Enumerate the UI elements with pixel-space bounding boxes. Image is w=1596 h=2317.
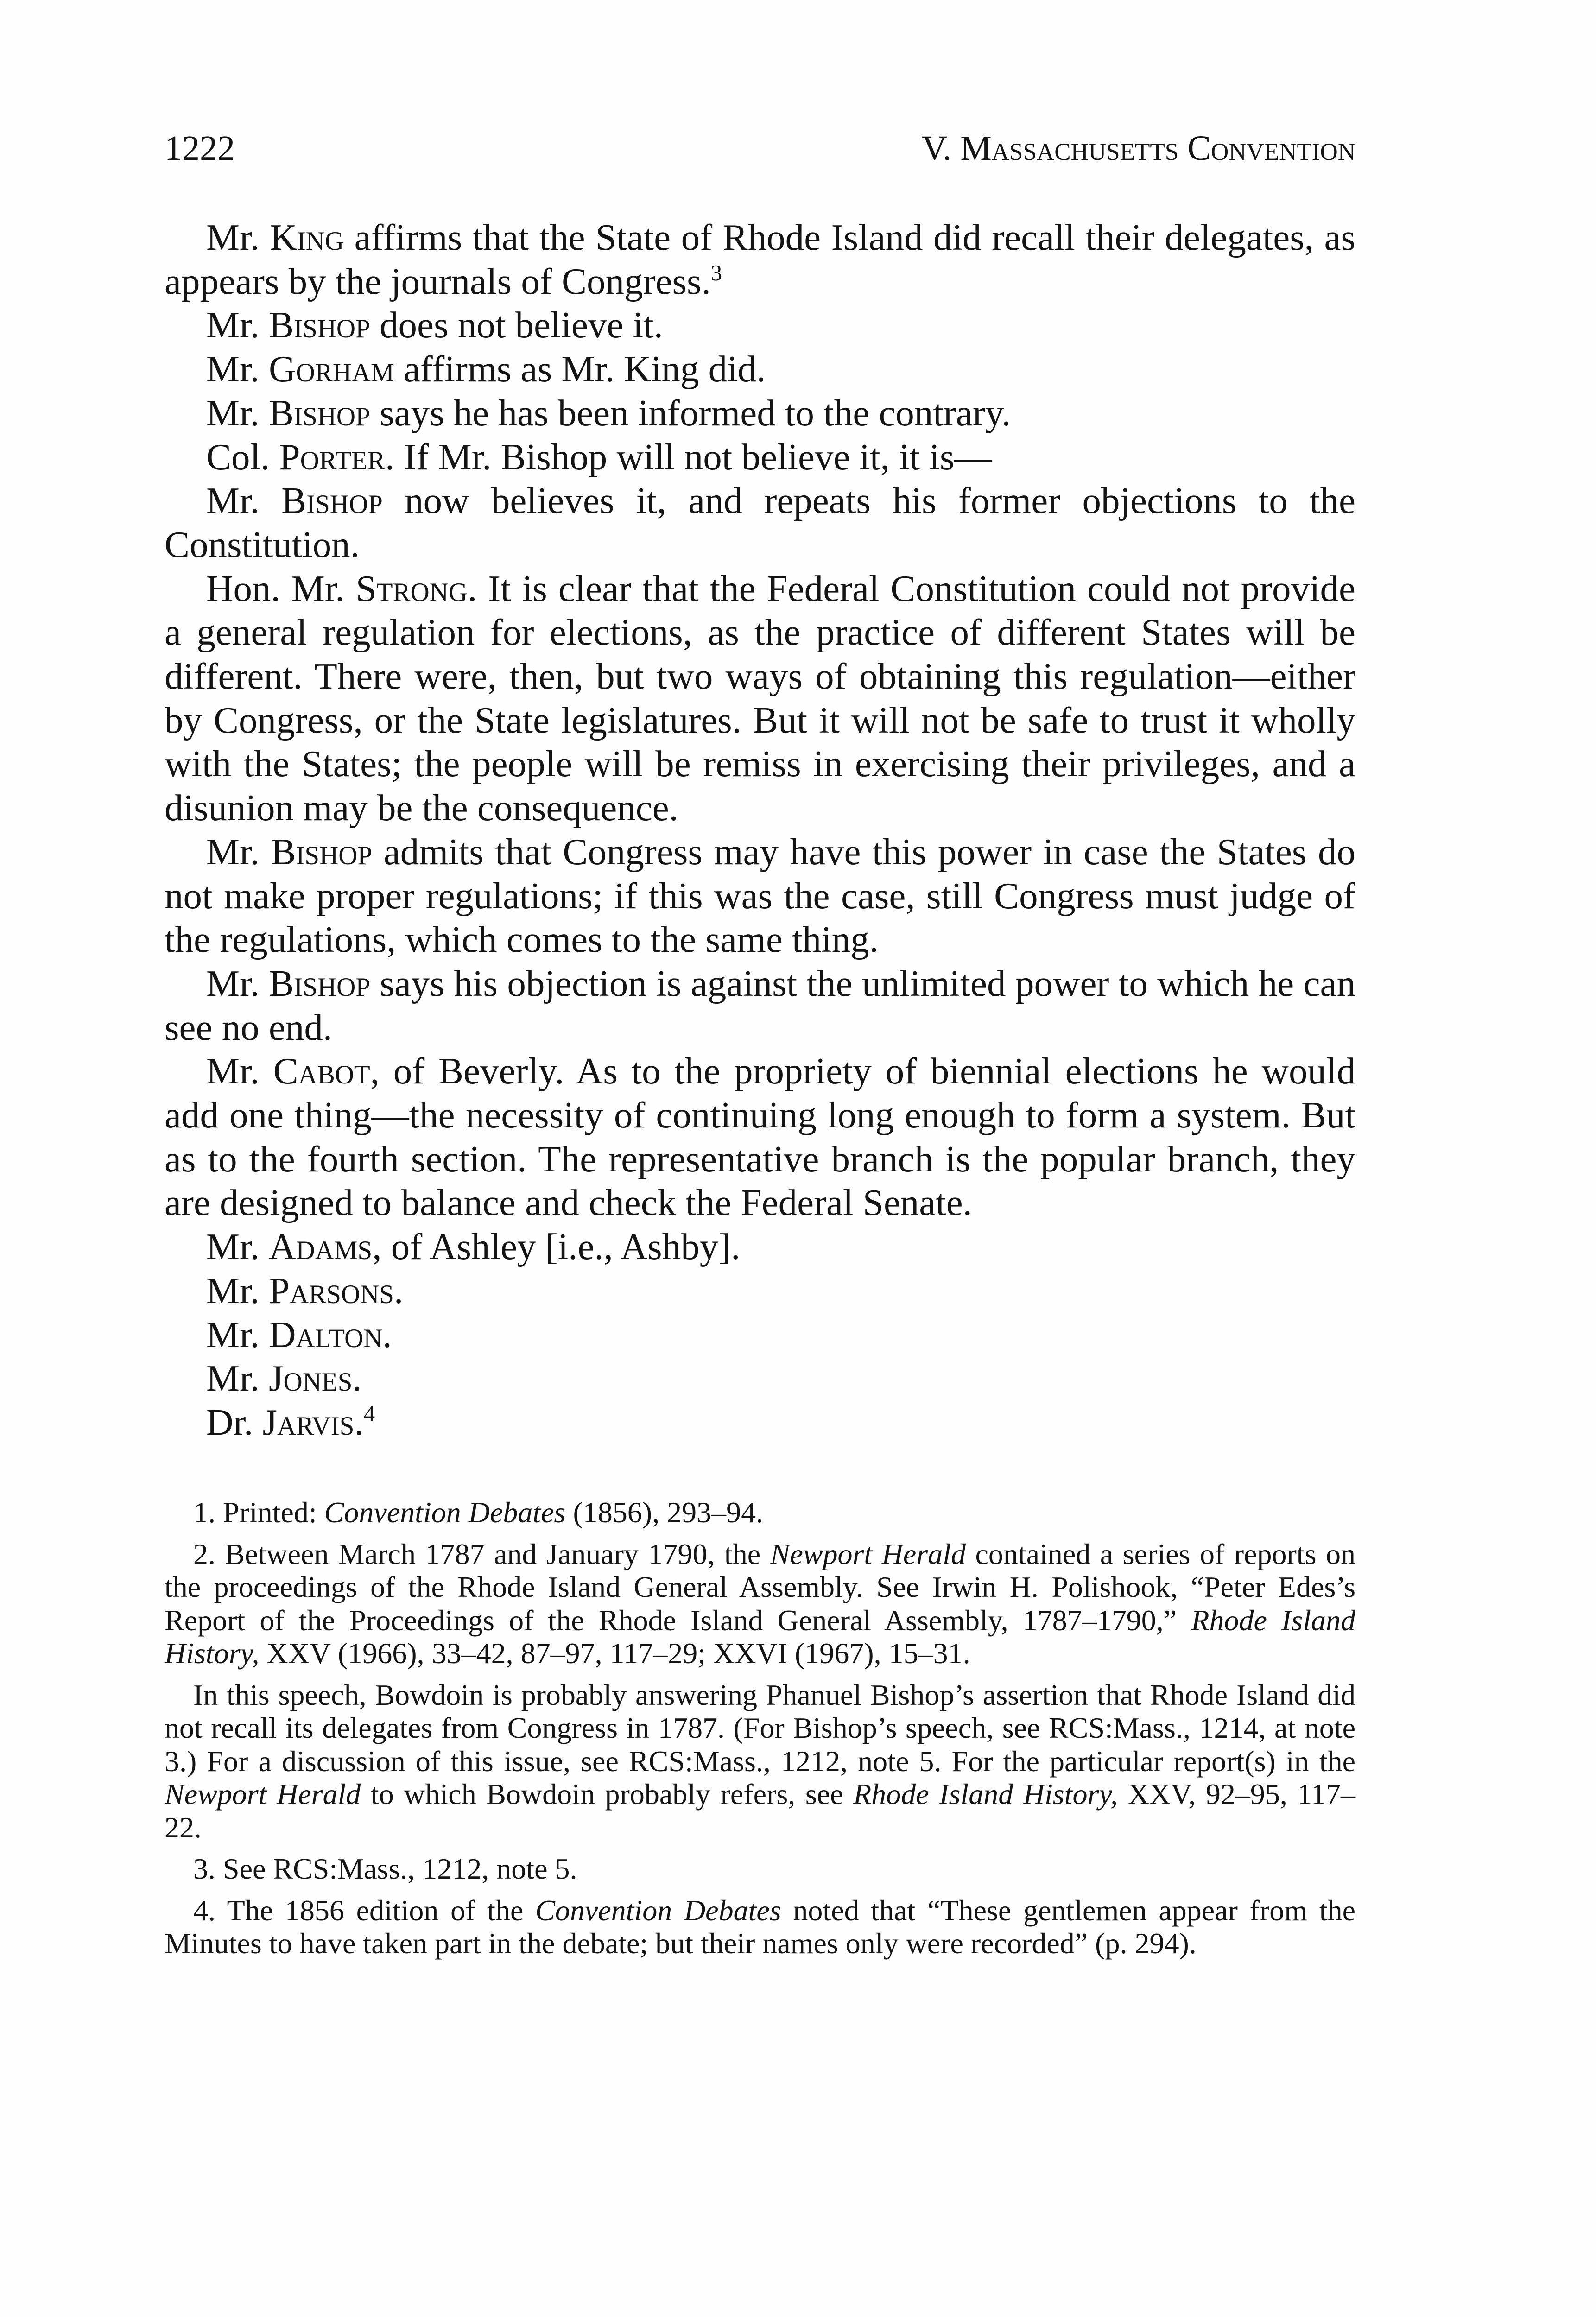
paragraph: Mr. Bishop admits that Congress may have this power in case the States do not make proper regulations; if this was the case, still Congress must judge of the regulations, which comes to the same thing. xyxy=(165,830,1355,961)
footnote-ref: 4 xyxy=(363,1401,375,1426)
footnote: 4. The 1856 edition of the Convention Debates noted that “These gentlemen appear from the Minutes to have taken part in the debate; but their names only were recorded” (p. 294). xyxy=(165,1893,1356,1960)
footnotes xyxy=(165,1496,1355,1969)
page-header xyxy=(165,123,1355,174)
footnote: 1. Printed: Convention Debates (1856), 293–94. xyxy=(193,1496,764,1529)
paragraph: Mr. Parsons. xyxy=(206,1269,404,1311)
page-number: 1222 xyxy=(165,129,235,168)
paragraph: Mr. Jones. xyxy=(206,1357,362,1399)
main-text xyxy=(165,215,1355,1444)
paragraph: Mr. Gorham affirms as Mr. King did. xyxy=(206,348,766,390)
paragraph: Mr. Bishop says his objection is against the unlimited power to which he can see no end. xyxy=(165,962,1356,1048)
footnote-ref: 3 xyxy=(710,260,722,285)
paragraph: Mr. King affirms that the State of Rhode Island did recall their delegates, as appears by the journals of Congress.$^3$ xyxy=(165,216,1355,302)
footnote: In this speech, Bowdoin is probably answering Phanuel Bishop’s assertion that Rhode Island did not recall its delegates from Congress in 1787. (For Bishop’s speech, see RCS:Mass., 1214, at note 3.) For a discussion of this issue, see RCS:Mass., 1212, note 5. For the particular report(s) in the Newport Herald to which Bowdoin probably refers, see Rhode Island History, XXV, 92–95, 117–22. xyxy=(165,1678,1356,1844)
paragraph: Mr. Cabot, of Beverly. As to the propriety of biennial elections he would add one thing—the necessity of continuing long enough to form a system. But as to the fourth section. The representative branch is the popular branch, they are designed to balance and check the Federal Senate. xyxy=(165,1050,1355,1224)
running-head: V. Massachusetts Convention xyxy=(922,129,1355,168)
paragraph: Mr. Bishop now believes it, and repeats his former objections to the Constitution. xyxy=(165,480,1356,565)
paragraph: Mr. Adams, of Ashley [i.e., Ashby]. xyxy=(206,1226,741,1268)
paragraph: Mr. Dalton. xyxy=(206,1313,392,1355)
paragraph: Col. Porter. If Mr. Bishop will not believe it, it is— xyxy=(206,436,992,478)
footnote: 3. See RCS:Mass., 1212, note 5. xyxy=(193,1852,577,1885)
paragraph: Dr. Jarvis.$^4$ xyxy=(206,1401,375,1443)
paragraph: Mr. Bishop does not believe it. xyxy=(206,304,663,346)
footnote: 2. Between March 1787 and January 1790, the Newport Herald contained a series of reports on the proceedings of the Rhode Island General Assembly. See Irwin H. Polishook, “Peter Edes’s Report of the Proceedings of the Rhode Island General Assembly, 1787–1790,” Rhode Island History, XXV (1966), 33–42, 87–97, 117–29; XXVI (1967), 15–31. xyxy=(165,1537,1356,1670)
paragraph: Hon. Mr. Strong. It is clear that the Federal Constitution could not provide a general regulation for elections, as the practice of different States will be different. There were, then, but two ways of obtaining this regulation—either by Congress, or the State legislatures. But it will not be safe to trust it wholly with the States; the people will be remiss in exercising their privileges, and a disunion may be the consequence. xyxy=(165,567,1355,829)
paragraph: Mr. Bishop says he has been informed to the contrary. xyxy=(206,392,1011,434)
